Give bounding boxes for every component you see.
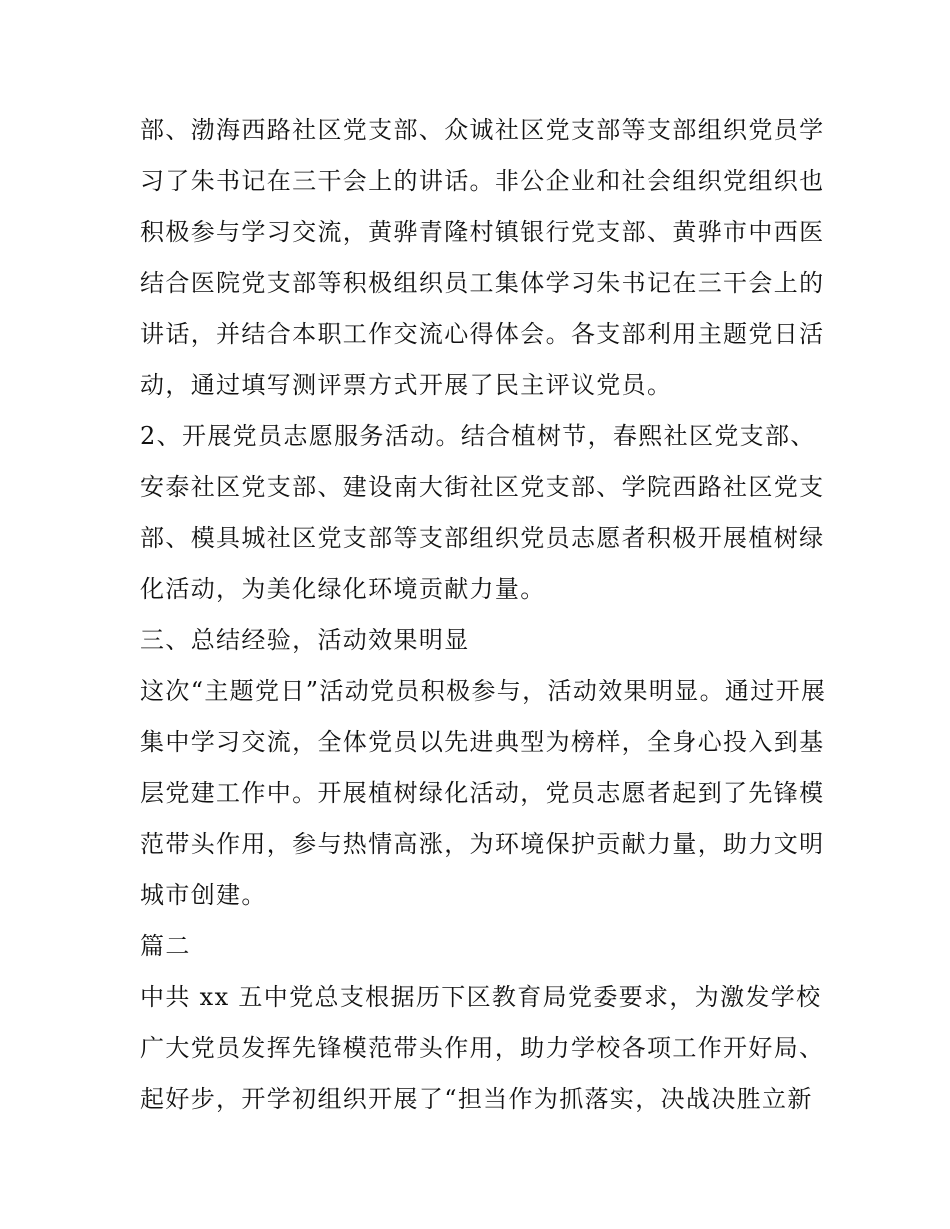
- part-heading: 篇二: [140, 932, 191, 960]
- text-line: 结合医院党支部等积极组织员工集体学习朱书记在三干会上的: [140, 269, 825, 297]
- text-line: 广大党员发挥先锋模范带头作用，助力学校各项工作开好局、: [140, 1034, 825, 1062]
- text-line: 集中学习交流，全体党员以先进典型为榜样，全身心投入到基: [140, 728, 825, 756]
- text-line: 习了朱书记在三干会上的讲话。非公企业和社会组织党组织也: [140, 167, 825, 195]
- text-line: 部、渤海西路社区党支部、众诚社区党支部等支部组织党员学: [140, 116, 825, 144]
- text-line: 起好步，开学初组织开展了“担当作为抓落实，决战决胜立新: [140, 1085, 813, 1113]
- text-line: 积极参与学习交流，黄骅青隆村镇银行党支部、黄骅市中西医: [140, 218, 825, 246]
- text-line: 范带头作用，参与热情高涨，为环境保护贡献力量，助力文明: [140, 830, 825, 858]
- text-line: 讲话，并结合本职工作交流心得体会。各支部利用主题党日活: [140, 320, 825, 348]
- text-line: 2、开展党员志愿服务活动。结合植树节，春熙社区党支部、: [140, 422, 816, 450]
- text-line: 城市创建。: [140, 881, 267, 909]
- text-line: 层党建工作中。开展植树绿化活动，党员志愿者起到了先锋模: [140, 779, 825, 807]
- text-line: 安泰社区党支部、建设南大街社区党支部、学院西路社区党支: [140, 473, 825, 501]
- text-line: 这次“主题党日”活动党员积极参与，活动效果明显。通过开展: [140, 677, 827, 705]
- section-heading: 三、总结经验，活动效果明显: [140, 626, 470, 654]
- text-line: 中共 xx 五中党总支根据历下区教育局党委要求，为激发学校: [140, 983, 822, 1011]
- text-line: 动，通过填写测评票方式开展了民主评议党员。: [140, 371, 673, 399]
- text-line: 化活动，为美化绿化环境贡献力量。: [140, 575, 546, 603]
- text-line: 部、模具城社区党支部等支部组织党员志愿者积极开展植树绿: [140, 524, 825, 552]
